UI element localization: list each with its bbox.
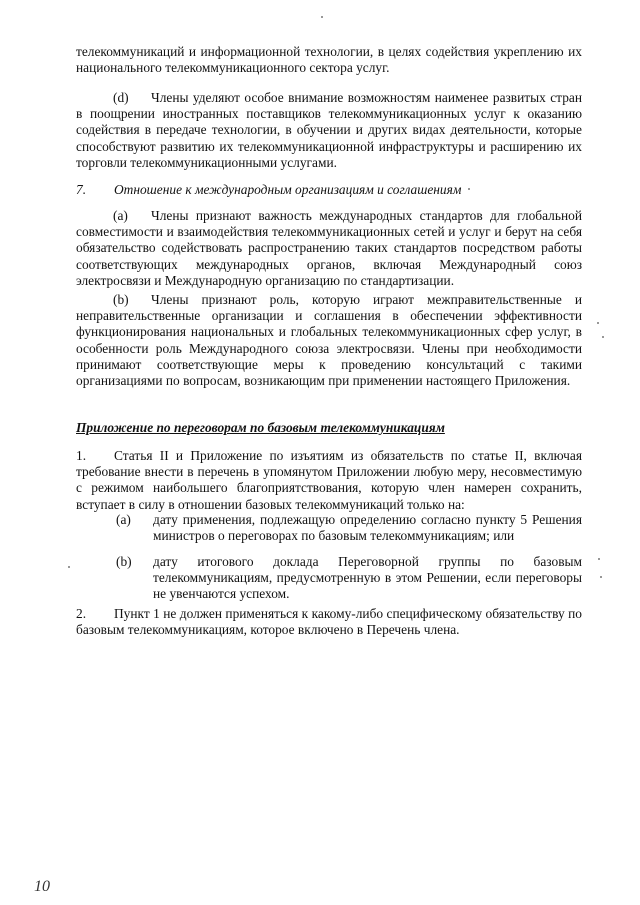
paragraph-d-label: (d)	[113, 90, 129, 105]
paragraph-7b-label: (b)	[113, 292, 129, 307]
paragraph-7a	[76, 208, 582, 289]
paragraph-1b-text: дату итогового доклада Переговорной группы по базовым телекоммуникациям, предусмотренную в этом Решении, если переговоры не увенчаются успехом.	[153, 554, 582, 602]
paragraph-1	[76, 448, 582, 513]
section-7-heading	[76, 182, 582, 198]
scan-speck	[321, 16, 323, 18]
paragraph-1a-text: дату применения, подлежащую определению согласно пункту 5 Решения министров о переговорах по базовым телекоммуникациям; или	[153, 512, 582, 544]
paragraph-7b-text: Члены признают роль, которую играют межправительственные и неправительственные организации и соглашения в обеспечении эффективности функционирования национальных и глобальных телекоммуникационных сфер услуг, в особенности роль Международного союза электросвязи. Члены при необходимости принимают соответствующие меры к проведению консультаций с такими организациями по вопросам, возникающим при применении настоящего Приложения.	[76, 292, 582, 389]
paragraph-2-number: 2.	[76, 606, 87, 621]
section-7-number: 7.	[76, 182, 87, 197]
paragraph-d-text: Члены уделяют особое внимание возможностям наименее развитых стран в поощрении иностранных поставщиков телекоммуникационных услуг к оказанию содействия в передаче технологии, в обучении и других видах деятельности, которые способствуют развитию их телекоммуникационной инфраструктуры и расширению их торговли телекоммуникационными услугами.	[76, 90, 582, 170]
scan-speck	[68, 566, 70, 568]
scan-speck	[602, 336, 604, 338]
page-number: 10	[34, 878, 50, 895]
paragraph-1-text: Статья II и Приложение по изъятиям из обязательств по статье II, включая требование внести в перечень в упомянутом Приложении любую меру, несовместимую с режимом наибольшего благоприятствования, которую член намерен сохранить, вступает в силу в отношении базовых телекоммуникаций только на:	[76, 448, 582, 512]
paragraph-1-number: 1.	[76, 448, 87, 463]
paragraph-d	[76, 90, 582, 171]
paragraph-7a-label: (a)	[113, 208, 128, 223]
scan-speck	[598, 558, 600, 560]
paragraph-1b-label: (b)	[116, 554, 132, 569]
paragraph-continuation: телекоммуникаций и информационной технологии, в целях содействия укреплению их национального телекоммуникационного сектора услуг.	[76, 44, 582, 76]
paragraph-7b	[76, 292, 582, 389]
paragraph-1a-label: (a)	[116, 512, 131, 527]
scan-speck	[597, 322, 599, 324]
paragraph-7a-text: Члены признают важность международных стандартов для глобальной совместимости и взаимодействия телекоммуникационных сетей и услуг и берут на себя обязательство содействовать распространению таких стандартов посредством работы соответствующих международных органов, включая Международный союз электросвязи и Международную организацию по стандартизации.	[76, 208, 582, 288]
scan-speck	[600, 576, 602, 578]
scan-speck	[468, 188, 470, 190]
paragraph-2-text: Пункт 1 не должен применяться к какому-либо специфическому обязательству по базовым телекоммуникациям, которое включено в Перечень члена.	[76, 606, 582, 638]
annex-title: Приложение по переговорам по базовым телекоммуникациям	[76, 420, 445, 435]
paragraph-2	[76, 606, 582, 638]
section-7-title: Отношение к международным организациям и соглашениям	[114, 182, 462, 197]
